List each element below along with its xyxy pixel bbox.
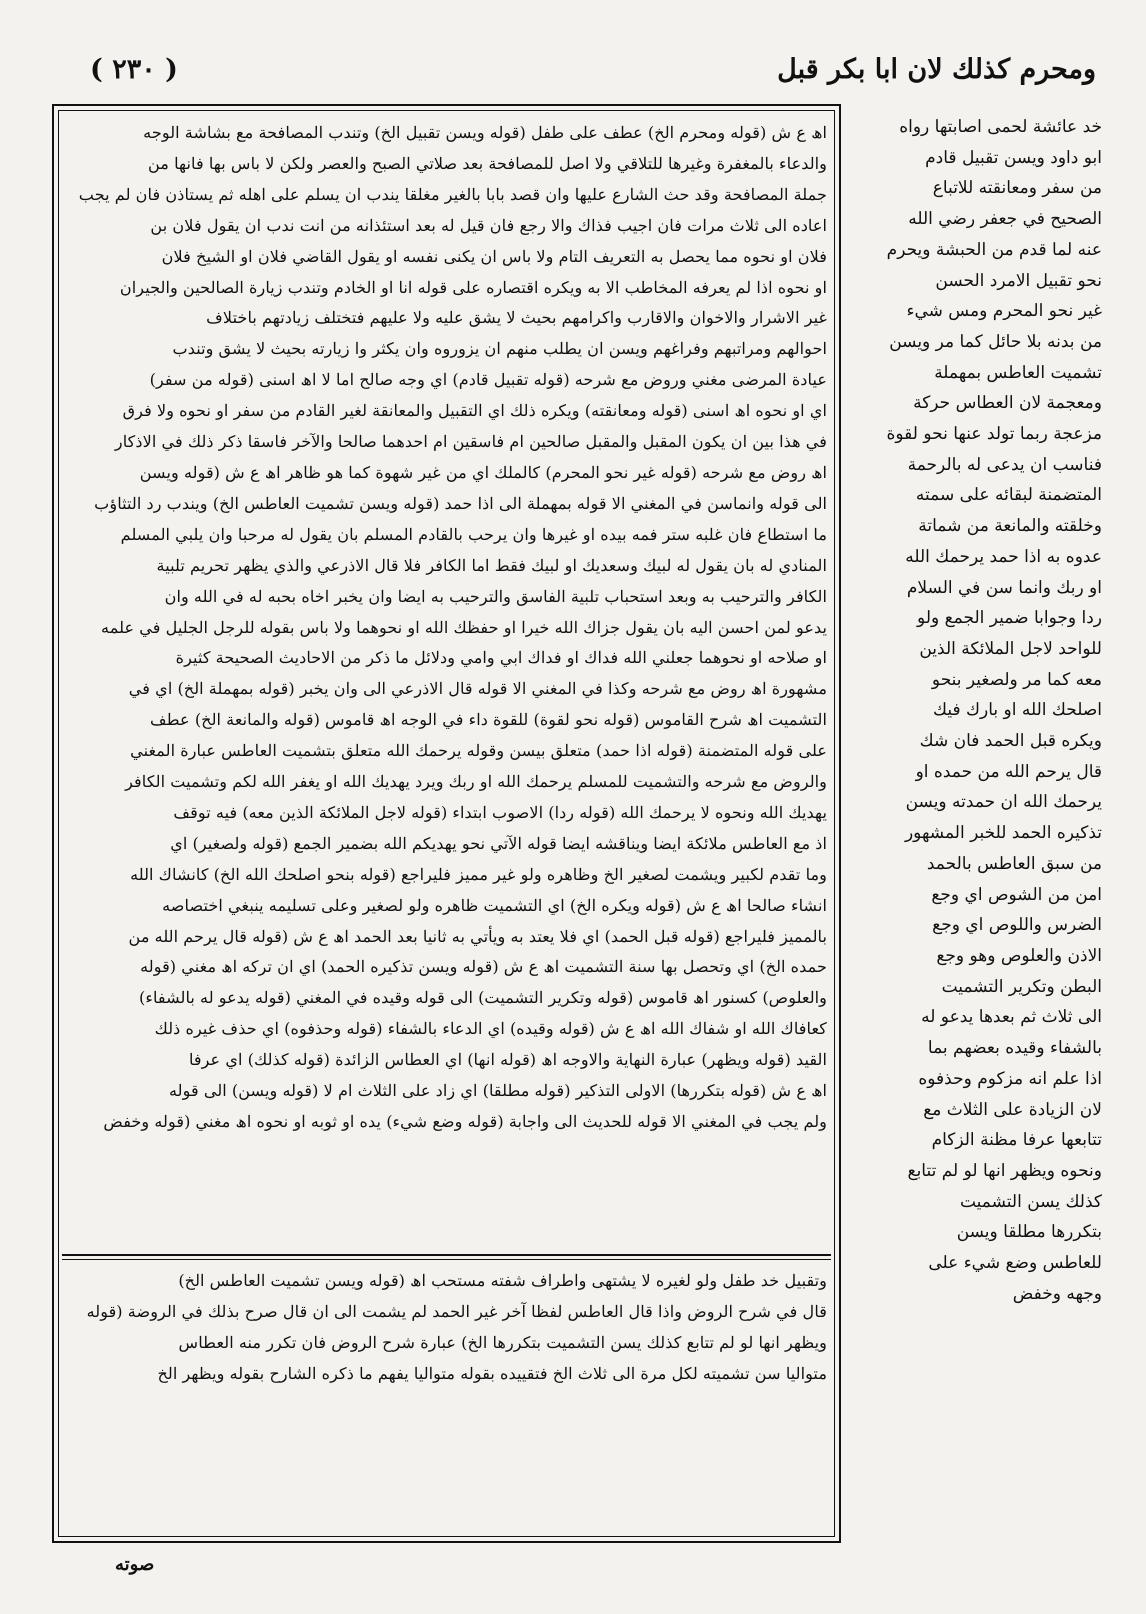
main-text-line: اذ مع العاطس ملائكة ايضا ويناقشه ايضا قوله الآتي نحو يهديكم الله بضمير الجمع (قوله ولصغير) اي [170, 833, 827, 853]
margin-text-line: الاذن والعلوص وهو وجع [936, 945, 1102, 966]
margin-text-line: ومعجمة لان العطاس حركة [913, 393, 1102, 414]
main-text-line: اي او نحوه اھ اسنى (قوله ومعانقته) ويكره ذلك اي التقبيل والمعانقة لغير القادم من سفر او نحوه ولا فرق [122, 401, 827, 421]
margin-text-line: اذا علم انه مزكوم وحذفوه [918, 1068, 1102, 1089]
main-text-line: الى قوله وانماسن في المغني الا قوله بمهملة الى اذا حمد (قوله ويسن تشميت العاطس الخ) ويندب رد التثاؤب [94, 493, 827, 513]
main-text-line: القيد (قوله ويظهر) عبارة النهاية والاوجه اھ (قوله انها) اي العطاس الزائدة (قوله كذلك) اي عرفا [188, 1050, 827, 1070]
margin-text-line: الصحيح في جعفر رضي الله [908, 209, 1102, 230]
main-text-line: المنادي له بان يقول له لبيك وسعديك او لبيك فقط اما الكافر فلا قال الاذرعي والذي يظهر تحريم تلبية [156, 555, 827, 575]
footnote-line: متواليا سن تشميته لكل مرة الى ثلاث الخ فتقييده بقوله متواليا يفهم ما ذكره الشارح بقوله ويظهر الخ [157, 1363, 827, 1383]
main-text-line: التشميت اھ شرح القاموس (قوله نحو لقوة) للقوة داء في الوجه اھ قاموس (قوله والمانعة الخ) عطف [150, 710, 827, 730]
margin-text-line: لان الزيادة على الثلاث مع [923, 1099, 1102, 1120]
margin-text-line: قال يرحم الله من حمده او [915, 761, 1102, 782]
main-text-line: يهديك الله ونحوه لا يرحمك الله (قوله ردا) الاصوب ابتداء (قوله لاجل الملائكة الذين معه) فيه توقف [173, 802, 827, 822]
main-text-line: الكافر والترحيب به وبعد استحباب تلبية الفاسق والترحيب به ايضا وان يخبر اخاه بحبه له في الله وان [164, 586, 827, 606]
main-text-line: اھ روض مع شرحه (قوله غير نحو المحرم) كالملك اي من غير شهوة كما هو ظاهر اھ ع ش (قوله ويسن [139, 462, 827, 482]
margin-text-line: نحو تقبيل الامرد الحسن [935, 270, 1102, 291]
margin-text-line: البطن وتكرير التشميت [941, 976, 1102, 997]
margin-text-line: ابو داود ويسن تقبيل قادم [925, 147, 1102, 168]
footnote-line: ويظهر انها لو لم تتابع كذلك يسن التشميت بتكررها الخ) عبارة شرح الروض فان تكرر منه العطاس [178, 1332, 827, 1352]
main-text-line: بالمميز فليراجع (قوله قبل الحمد) اي فلا يعتد به ويأتي به ثانيا بعد الحمد اھ ع ش (قوله قال يرحم الله من [128, 926, 827, 946]
signature-mark: صوته [115, 1554, 155, 1575]
margin-text-line: ونحوه ويظهر انها لو لم تتابع [907, 1160, 1102, 1181]
margin-text-line: للواحد لاجل الملائكة الذين [919, 638, 1102, 659]
margin-text-line: وخلقته والمانعة من شماتة [918, 516, 1102, 537]
margin-text-line: الى ثلاث ثم بعدها يدعو له [921, 1007, 1102, 1028]
margin-text-line: تتابعها عرفا مظنة الزكام [931, 1130, 1102, 1151]
margin-text-line: خد عائشة لحمى اصابتها رواه [899, 117, 1102, 137]
margin-text-line: اصلحك الله او بارك فيك [933, 700, 1102, 721]
margin-text-line: مزعجة ربما تولد عنها نحو لقوة [886, 424, 1102, 445]
margin-text-line: بتكررها مطلقا ويسن [956, 1222, 1102, 1243]
main-text-line: اعاده الى ثلاث مرات فان اجيب فذاك والا رجع فان قيل له بعد استئذانه من انت ندب ان يقول فلان بن [150, 215, 827, 235]
main-text-line: والدعاء بالمغفرة وغيرها للتلاقي ولا اصل للمصافحة بعد صلاتي الصبح والعصر ولكن لا باس بها فانها من [147, 153, 827, 173]
main-text-line: على قوله المتضمنة (قوله اذا حمد) متعلق بيسن وقوله يرحمك الله متعلق بتشميت العاطس عبارة المغني [130, 741, 827, 761]
margin-text-line: ردا وجوابا ضمير الجمع ولو [917, 608, 1102, 629]
margin-text-line: غير نحو المحرم ومس شيء [906, 301, 1102, 322]
margin-text-line: او ربك وانما سن في السلام [906, 577, 1102, 598]
margin-text-line: عنه لما قدم من الحبشة ويحرم [886, 239, 1102, 260]
main-text-line: كعافاك الله او شفاك الله اھ ع ش (قوله وقيده) اي الدعاء بالشفاء (قوله وحذفوه) اي حذف غيره ذلك [154, 1019, 827, 1039]
main-text-line: في هذا بين ان يكون المقبل والمقبل صالحين ام فاسقين ام احدهما صالحا والآخر فاسقا ذكر ذلك في الاذكار [114, 432, 827, 452]
margin-text-line: امن من الشوص اي وجع [931, 884, 1102, 905]
page-number: ( ٢٣٠ ) [90, 54, 178, 85]
margin-text-line: عدوه به اذا حمد يرحمك الله [905, 546, 1102, 567]
footnote-line: وتقبيل خد طفل ولو لغيره لا يشتهى واطراف شفته مستحب اھ (قوله ويسن تشميت العاطس الخ) [178, 1271, 827, 1290]
main-text-line: حمده الخ) اي وتحصل بها سنة التشميت اھ ع ش (قوله ويسن تذكيره الحمد) اي ان تركه اھ مغني (قوله [140, 957, 827, 977]
margin-text-line: الضرس واللوص اي وجع [932, 915, 1102, 936]
header-catchword: ومحرم كذلك لان ابا بكر قبل [777, 54, 1096, 85]
margin-text-line: من سبق العاطس بالحمد [926, 853, 1102, 874]
footnote-line: قال في شرح الروض واذا قال العاطس لفظا آخر غير الحمد لم يشمت الى ان قال صرح بذلك في الروضة (قوله [86, 1301, 827, 1321]
footnote-separator [62, 1254, 831, 1256]
main-text-line: ولم يجب في المغني الا قوله للحديث الى واجابة (قوله وضع شيء) يده او ثوبه او نحوه اھ مغني (قوله وخفض [103, 1112, 827, 1131]
margin-text-line: بالشفاء وقيده بعضهم بما [927, 1038, 1102, 1059]
main-text-line: والعلوص) كسنور اھ قاموس (قوله وتكرير التشميت) الى قوله وقيده في المغني (قوله يدعو له بالشفاء) [139, 988, 827, 1008]
margin-text-line: المتضمنة لبقائه على سمته [915, 485, 1102, 506]
main-text-line: جملة المصافحة وقد حث الشارع عليها وان قصد بابا بالغير مغلقا يندب ان يسلم على اهله ثم يستاذن فان لم يجب [78, 184, 827, 204]
margin-text-line: معه كما مر ولصغير بنحو [931, 669, 1102, 690]
main-text-line: ما استطاع فان غلبه ستر فمه بيده او غيرها وان يرحب بالقادم المسلم بان يقول له مرحبا وان يلبي المسلم [120, 524, 827, 544]
main-text-line: مشهورة اھ روض مع شرحه وكذا في المغني الا قوله قال الاذرعي الى وان يخبر (قوله بمهملة الخ) اي في [128, 679, 827, 699]
margin-text-line: من سفر ومعانقته للاتباع [932, 178, 1102, 199]
commentary-frame [52, 104, 841, 1543]
margin-text-line: وجهه وخفض [1012, 1283, 1102, 1304]
margin-text-line: من بدنه بلا حائل كما مر ويسن [889, 331, 1102, 352]
main-commentary-text [68, 118, 827, 1248]
footnote-text [68, 1266, 827, 1528]
main-text-line: او نحوه اذا لم يعرفه المخاطب الا به ويكره اقتصاره على قوله انا او الخادم وتندب زيارة الصالحين والجيران [119, 277, 827, 297]
margin-text-line: فناسب ان يدعى له بالرحمة [907, 454, 1102, 475]
margin-text-line: يرحمك الله ان حمدته ويسن [905, 792, 1102, 813]
page-header [60, 48, 1096, 92]
main-text-line: احوالهم ومراتبهم وفراغهم ويسن ان يطلب منهم ان يزوروه وان يكثر وا زيارته بحيث لا يشق وتندب [172, 339, 827, 359]
main-text-line: فلان او نحوه مما يحصل به التعريف التام ولا باس ان يكنى نفسه او يقول القاضي فلان او الشيخ فلان [161, 246, 827, 266]
main-text-line: وما تقدم لكبير ويشمت لصغير الخ وظاهره ولو غير مميز فليراجع (قوله بنحو اصلحك الله الخ) كانشاك الله [130, 864, 827, 884]
main-text-line: عيادة المرضى مغني وروض مع شرحه (قوله تقبيل قادم) اي وجه صالح اما لا اھ اسنى (قوله من سفر) [149, 370, 827, 390]
main-text-line: او صلاحه او نحوهما جعلني الله فداك او فداك ابي وامي ودلائل ما ذكر من الاحاديث الصحيحة كثيرة [175, 648, 827, 668]
margin-text-line: كذلك يسن التشميت [959, 1191, 1102, 1212]
main-text-line: اھ ع ش (قوله بتكررها) الاولى التذكير (قوله مطلقا) اي زاد على الثلاث ام لا (قوله ويسن) الى قوله [168, 1081, 827, 1101]
margin-text-line: ويكره قبل الحمد فان شك [919, 731, 1102, 752]
margin-text-line: للعاطس وضع شيء على [928, 1253, 1102, 1274]
main-text-line: يدعو لمن احسن اليه بان يقول جزاك الله خيرا او حفظك الله او نحوهما ولا باس بقوله للرجل الجليل في علمه [101, 617, 827, 637]
main-text-line: والروض مع شرحه والتشميت للمسلم يرحمك الله او ربك ويرد يهديك الله او يغفر الله لكم وتشميت الكافر [125, 772, 827, 792]
margin-text-line: تشميت العاطس بمهملة [934, 362, 1102, 383]
main-text-line: غير الاشرار والاخوان والاقارب واكرامهم بحيث لا يشق عليه ولا عليهم فتختلف زيادتهم باختلاف [206, 308, 827, 328]
margin-main-text [852, 112, 1102, 1544]
main-text-line: اھ ع ش (قوله ومحرم الخ) عطف على طفل (قوله ويسن تقبيل الخ) وتندب المصافحة مع بشاشة الوجه [143, 123, 827, 142]
margin-text-line: تذكيره الحمد للخبر المشهور [904, 823, 1102, 844]
main-text-line: انشاء صالحا اھ ع ش (قوله ويكره الخ) اي التشميت ظاهره ولو لصغير وعلى تسليمه ينبغي اختصاصه [162, 895, 827, 915]
